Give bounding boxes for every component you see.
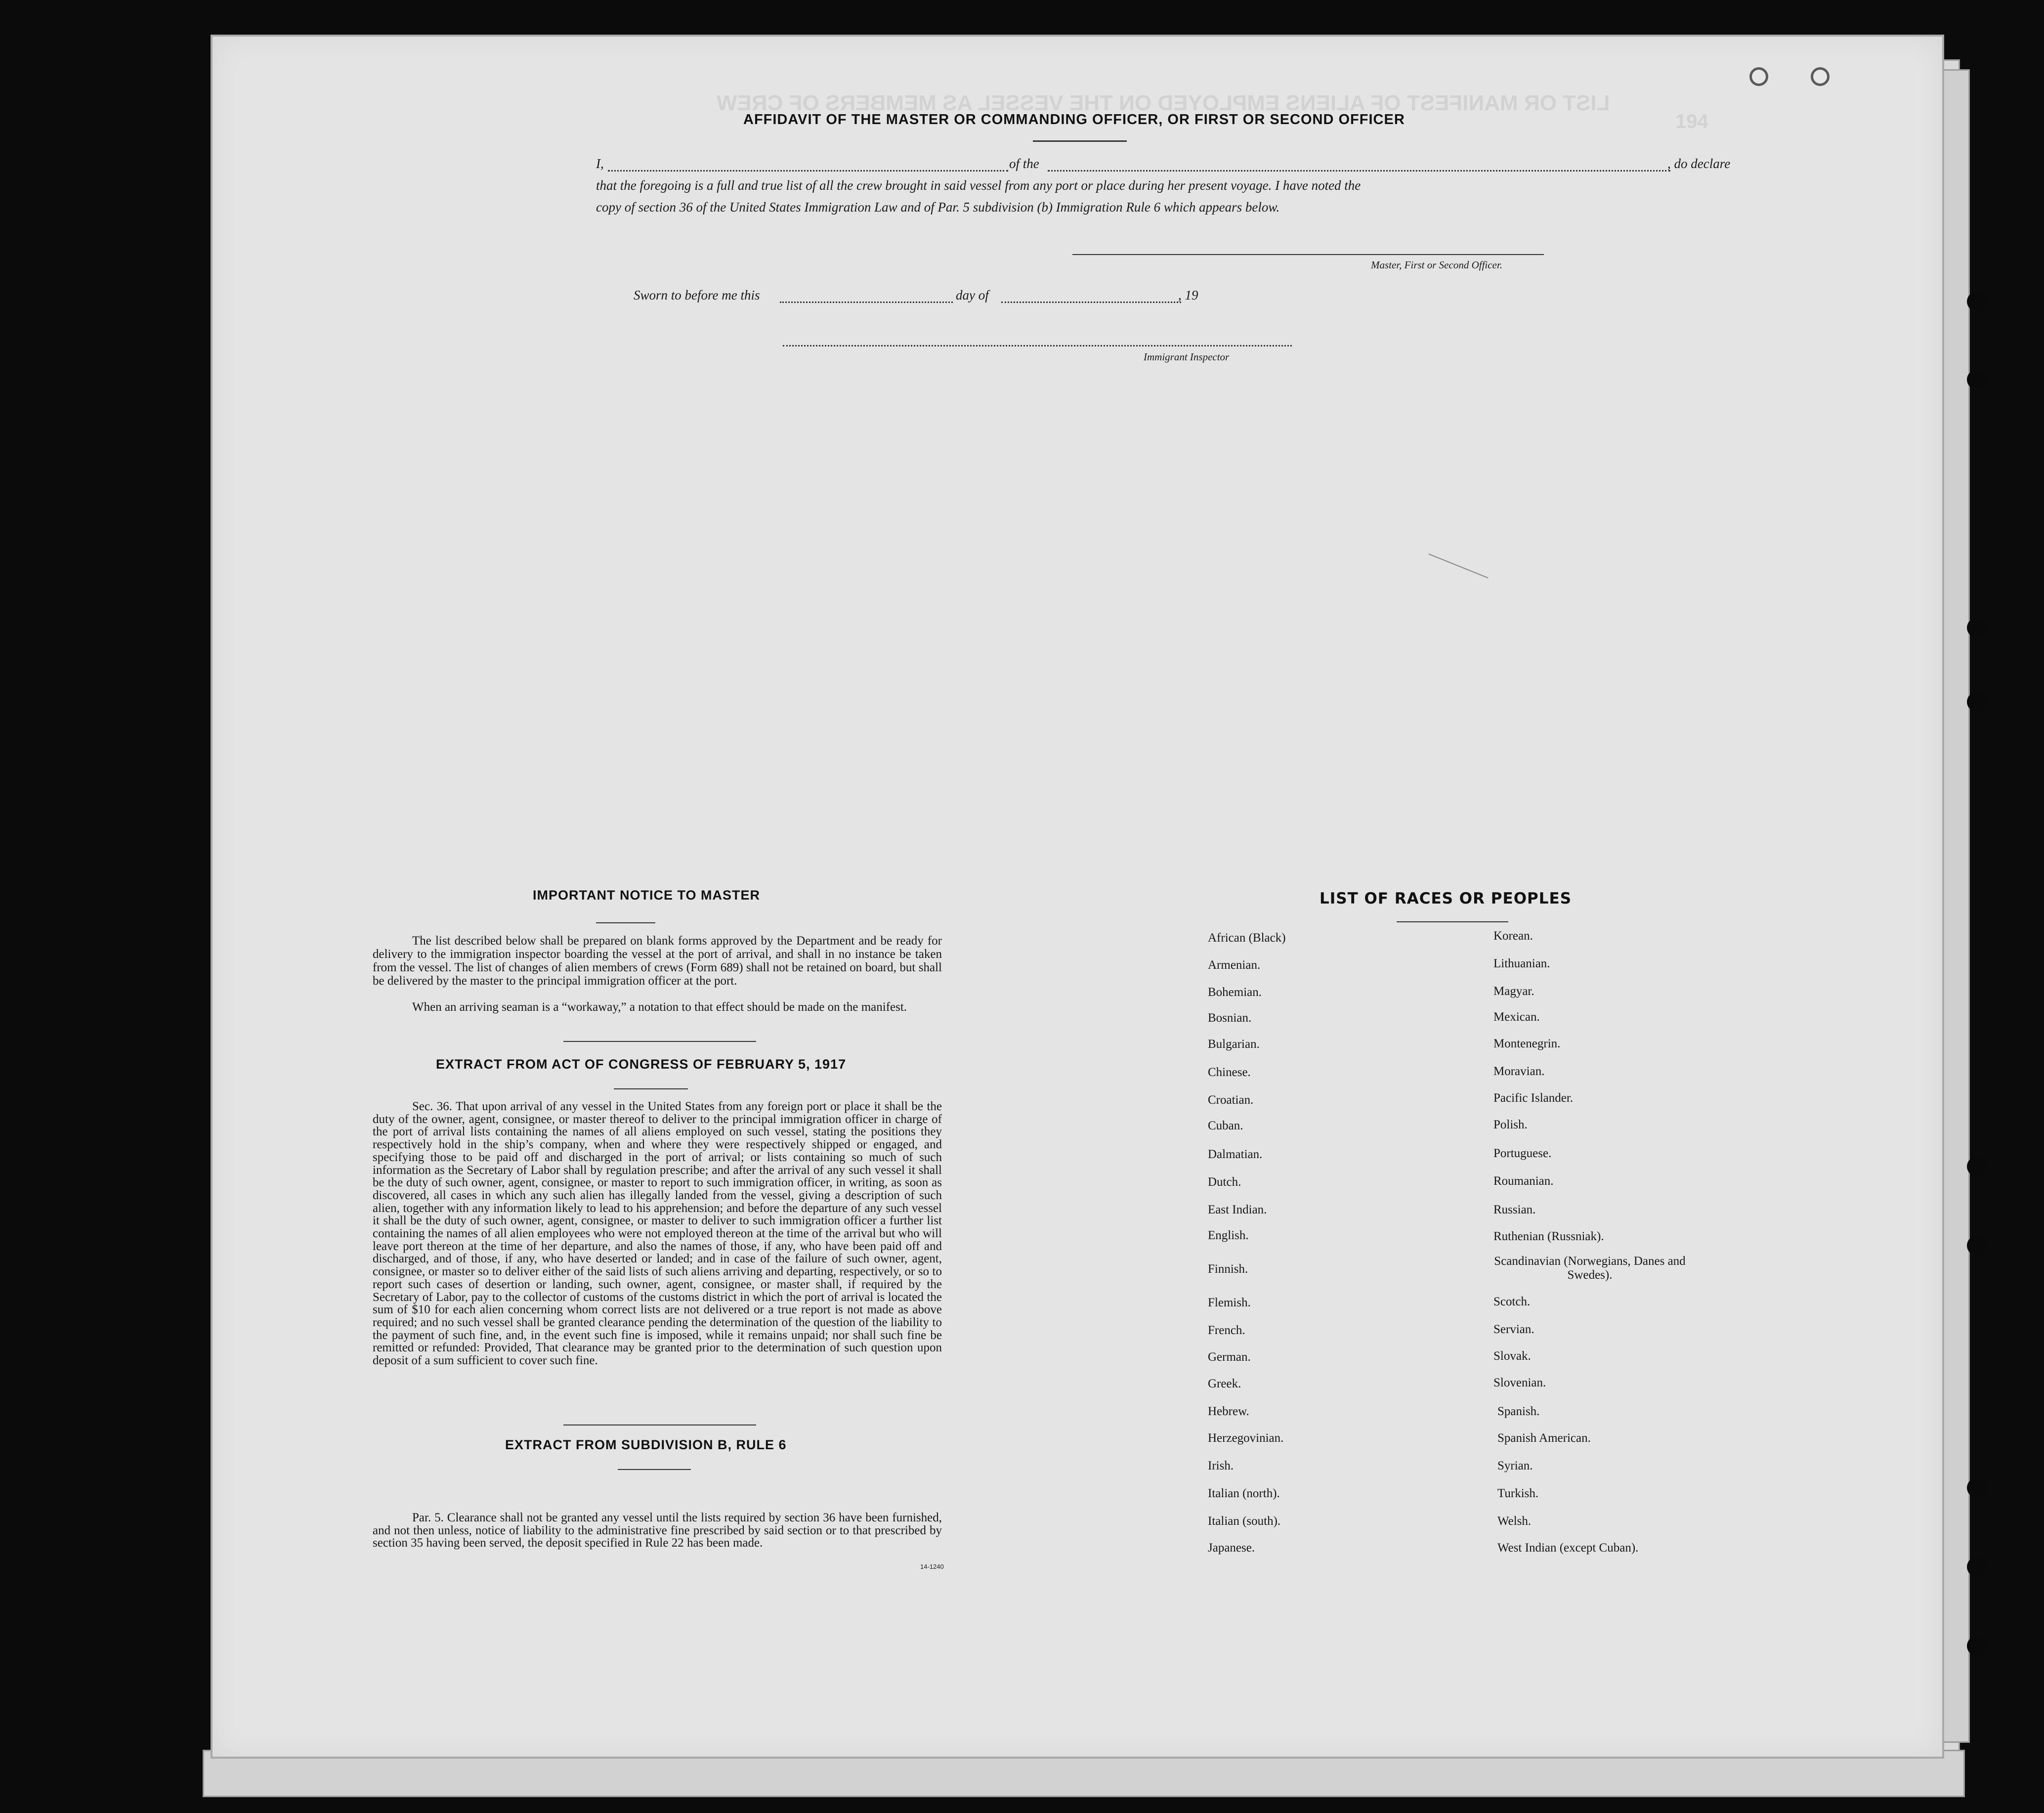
race-item: Servian. (1493, 1323, 1534, 1336)
binder-hole-icon (1967, 370, 1987, 389)
race-item: Slovak. (1493, 1349, 1531, 1363)
races-divider (1397, 921, 1508, 922)
binder-hole-icon (1967, 692, 1987, 712)
sworn-year-label: , 19 (1178, 288, 1198, 302)
race-item: Greek. (1208, 1377, 1241, 1390)
binder-hole-icon (1967, 1236, 1987, 1255)
inspector-caption: Immigrant Inspector (1144, 351, 1230, 363)
race-item: Dalmatian. (1208, 1148, 1263, 1161)
race-item: Japanese. (1208, 1541, 1255, 1554)
race-item: Lithuanian. (1493, 957, 1550, 970)
race-item: Chinese. (1208, 1066, 1251, 1079)
race-item: Herzegovinian. (1208, 1431, 1284, 1445)
race-item: Croatian. (1208, 1093, 1254, 1107)
race-item: West Indian (except Cuban). (1497, 1541, 1639, 1554)
stray-mark (1428, 554, 1488, 579)
binder-hole-icon (1967, 1478, 1987, 1498)
race-item: Scandinavian (Norwegians, Danes and Swedes). (1494, 1254, 1686, 1282)
notice-title: IMPORTANT NOTICE TO MASTER (533, 888, 760, 903)
race-item: Magyar. (1493, 985, 1534, 998)
sworn-day-field[interactable] (780, 302, 953, 303)
binder-hole-icon (1967, 1557, 1987, 1577)
binder-hole-icon (1967, 1157, 1987, 1176)
binder-hole-icon (1967, 1636, 1987, 1656)
race-item: Irish. (1208, 1459, 1234, 1472)
form-number: 14-1240 (920, 1563, 944, 1570)
affidavit-line-2: that the foregoing is a full and true list of all the crew brought in said vessel from any port or place during her present voyage. I have noted the (596, 178, 1361, 193)
sworn-prefix: Sworn to before me this (634, 288, 760, 302)
extract-rule-divider (618, 1469, 691, 1470)
sworn-day-of-label: day of (956, 288, 989, 302)
race-item: East Indian. (1208, 1203, 1267, 1216)
race-item: Polish. (1493, 1118, 1528, 1131)
race-item: Hebrew. (1208, 1405, 1249, 1418)
affidavit-line-3: copy of section 36 of the United States Immigration Law and of Par. 5 subdivision (b) Immigration Rule 6 which appears below. (596, 200, 1280, 215)
master-name-field[interactable] (608, 170, 1008, 172)
binder-hole-icon (1749, 67, 1768, 86)
race-item: Italian (north). (1208, 1487, 1280, 1500)
race-item: Syrian. (1497, 1459, 1533, 1472)
race-item: Italian (south). (1208, 1514, 1281, 1528)
bleed-through-page-number: 194 (1675, 111, 1708, 132)
master-signature-caption: Master, First or Second Officer. (1371, 259, 1502, 271)
race-item: Mexican. (1493, 1010, 1540, 1024)
race-item: Russian. (1493, 1203, 1536, 1216)
notice-paragraph-2: When an arriving seaman is a “workaway,” a notation to that effect should be made on the manifest. (412, 1000, 907, 1014)
affidavit-title: AFFIDAVIT OF THE MASTER OR COMMANDING OFFICER, OR FIRST OR SECOND OFFICER (743, 112, 1405, 128)
race-item: Pacific Islander. (1493, 1091, 1574, 1105)
race-item: Roumanian. (1493, 1174, 1554, 1188)
inspector-signature-line[interactable] (783, 345, 1292, 346)
race-item: Moravian. (1493, 1065, 1545, 1078)
notice-divider (596, 922, 655, 923)
affidavit-i-label: I, (596, 156, 604, 171)
race-item: French. (1208, 1324, 1245, 1337)
vessel-name-field[interactable] (1048, 170, 1670, 172)
race-item: Dutch. (1208, 1175, 1241, 1189)
binder-hole-icon (1811, 67, 1830, 86)
race-item: Turkish. (1497, 1487, 1539, 1500)
race-item: Scotch. (1493, 1295, 1531, 1308)
race-item: Cuban. (1208, 1119, 1243, 1132)
extract-act-text: Sec. 36. That upon arrival of any vessel in the United States from any foreign port or place it shall be the duty of the owner, agent, consignee, or master thereof to deliver to the principal immigration officer in charge of the port of arrival lists containing the names of all aliens employed on such vessel, stating the positions they respectively hold in the ship’s company, when and where they were respectively shipped or engaged, and specifying those to be paid off and discharged in the port of arrival; or lists containing so much of such information as the Secretary of Labor shall by regulation prescribe; and after the arrival of any such vessel it shall be the duty of such owner, agent, consignee, or master to report to such immigration officer, in writing, as soon as discovered, all cases in which any such alien has illegally landed from the vessel, giving a description of such alien, together with any information likely to lead to his apprehension; and before the departure of any such vessel it shall be the duty of such owner, agent, consignee, or master to deliver to such immigration officer a further list containing the names of all alien employees who were not employed thereon at the time of the arrival but who will leave port thereon at the time of her departure, and also the names of those, if any, who have been paid off and discharged, and of those, if any, who have deserted or landed; and in case of the failure of such owner, agent, consignee, or master so to deliver either of the said lists of such aliens arriving and departing, respectively, or so to report such cases of desertion or landing, such owner, agent, consignee, or master shall, if required by the Secretary of Labor, pay to the collector of customs of the customs district in which the port of arrival is located the sum of $10 for each alien concerning whom correct lists are not delivered or a true report is not made as above required; and no such vessel shall be granted clearance pending the determination of the question of the liability to the payment of such fine, and, in the event such fine is imposed, while it remains unpaid; nor shall such fine be remitted or refunded: Provided, That clearance may be granted prior to the determination of such question upon deposit of a sum sufficient to cover such fine. (373, 1100, 942, 1368)
bleed-through-heading: LIST OR MANIFEST OF ALIENS EMPLOYED ON THE VESSEL AS MEMBERS OF CREW (717, 91, 1610, 115)
section-divider (563, 1041, 756, 1042)
race-item: Ruthenian (Russniak). (1493, 1230, 1604, 1243)
race-item: Finnish. (1208, 1262, 1248, 1276)
race-item: African (Black) (1208, 931, 1286, 945)
section-divider (563, 1424, 756, 1425)
race-item: Slovenian. (1493, 1376, 1546, 1389)
binder-hole-icon (1967, 618, 1987, 638)
extract-rule-title: EXTRACT FROM SUBDIVISION B, RULE 6 (505, 1437, 787, 1452)
race-item: English. (1208, 1229, 1249, 1242)
notice-paragraph-1: The list described below shall be prepared on blank forms approved by the Department and be ready for delivery to the immigration inspector boarding the vessel at the port of arrival, and shall in no instance be taken from the vessel. The list of changes of alien members of crews (Form 689) shall not be retained on board, but shall be delivered by the master to the principal immigration officer at the port. (373, 934, 942, 988)
affidavit-of-the-label: of the (1009, 156, 1039, 171)
race-item: Bulgarian. (1208, 1037, 1260, 1051)
race-item: Bohemian. (1208, 986, 1262, 999)
race-item: German. (1208, 1350, 1251, 1364)
binder-hole-icon (1967, 292, 1987, 311)
sworn-month-field[interactable] (1001, 302, 1181, 303)
race-item: Spanish American. (1497, 1431, 1591, 1445)
extract-act-divider (614, 1088, 688, 1089)
manifest-back-page (211, 35, 1944, 1759)
affidavit-divider (1033, 140, 1127, 142)
race-item: Armenian. (1208, 958, 1261, 972)
races-title: LIST OF RACES OR PEOPLES (1320, 890, 1572, 907)
race-item: Montenegrin. (1493, 1037, 1561, 1050)
race-item: Flemish. (1208, 1296, 1251, 1309)
affidavit-do-declare-label: , do declare (1667, 156, 1731, 171)
race-item: Spanish. (1497, 1405, 1540, 1418)
race-item: Portuguese. (1493, 1147, 1552, 1160)
race-item: Welsh. (1497, 1514, 1532, 1528)
race-item: Bosnian. (1208, 1011, 1252, 1025)
race-item: Korean. (1493, 929, 1533, 943)
extract-rule-text: Par. 5. Clearance shall not be granted any vessel until the lists required by section 36 have been furnished, and not then unless, notice of liability to the administrative fine prescribed by said section or to that prescribed by section 35 having been served, the deposit specified in Rule 22 has been made. (373, 1511, 942, 1550)
master-signature-line[interactable] (1072, 254, 1544, 255)
extract-act-title: EXTRACT FROM ACT OF CONGRESS OF FEBRUARY 5, 1917 (436, 1057, 847, 1072)
